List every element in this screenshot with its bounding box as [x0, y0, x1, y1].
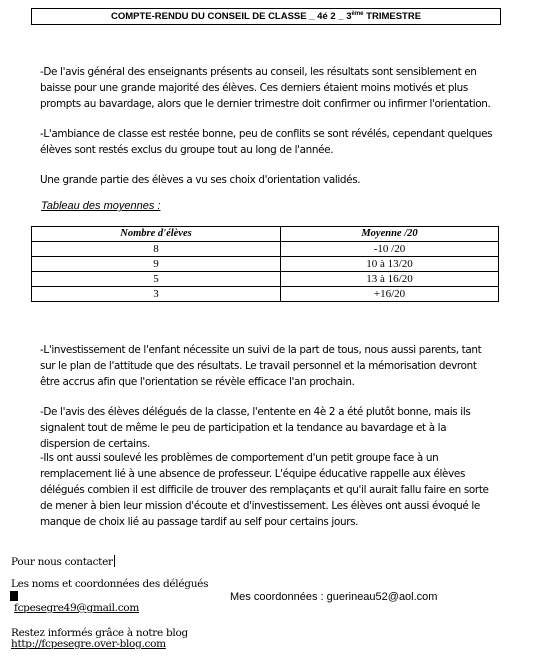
header-moyenne: Moyenne /20 — [281, 227, 499, 242]
blog-heading: Restez informés grâce à notre blog — [11, 627, 188, 639]
cell-moyenne: 10 à 13/20 — [281, 257, 499, 272]
cell-nombre: 3 — [32, 287, 281, 302]
table-row — [32, 242, 499, 257]
table-caption: Tableau des moyennes : — [41, 200, 161, 212]
contact-heading: Pour nous contacter — [11, 556, 113, 568]
document-title: COMPTE-RENDU DU CONSEIL DE CLASSE _ 4é 2 _ 3ème TRIMESTRE — [31, 8, 501, 25]
paragraph-comportement: -Ils ont aussi soulevé les problèmes de comportement d'un petit groupe face à un remplacement lié à une absence de professeur. L'équipe éducative rappelle aux élèves délégués combien il est difficile de trouver des remplaçants et qu'il aurait fallu faire en sorte de mener à bien leur mission d'écoute et d'investissement. Les élèves ont aussi évoqué le manque de choix lié au passage tardif au self pour certains jours. — [40, 452, 489, 528]
text-cursor — [114, 555, 115, 567]
email-line — [14, 602, 139, 614]
blog-line — [11, 638, 166, 650]
table-row — [32, 287, 499, 302]
email-link[interactable]: fcpesegre49@gmail.com — [14, 602, 139, 614]
my-coordinates: Mes coordonnées : guerineau52@aol.com — [230, 591, 438, 603]
cell-nombre: 8 — [32, 242, 281, 257]
cell-nombre: 9 — [32, 257, 281, 272]
averages-table — [31, 226, 499, 302]
table-row — [32, 272, 499, 287]
header-nombre-eleves: Nombre d'élèves — [32, 227, 281, 242]
paragraph-orientation: Une grande partie des élèves a vu ses choix d'orientation validés. — [40, 174, 361, 186]
cell-moyenne: +16/20 — [281, 287, 499, 302]
table-row — [32, 257, 499, 272]
black-square-marker — [10, 591, 18, 601]
cell-nombre: 5 — [32, 272, 281, 287]
table-header-row — [32, 227, 499, 242]
paragraph-avis-enseignants: -De l'avis général des enseignants présents au conseil, les résultats sont sensiblement en baisse pour une grande majorité des élèves. Ces derniers étaient moins motivés et plus prompts au bavardage, alors que le dernier trimestre doit confirmer ou infirmer l'orientation. — [40, 66, 491, 110]
blog-link[interactable]: http://fcpesegre.over-blog.com — [11, 638, 166, 650]
cell-moyenne: -10 /20 — [281, 242, 499, 257]
paragraph-investissement: -L'investissement de l'enfant nécessite un suivi de la part de tous, nous aussi parents, tant sur le plan de l'attitude que des résultats. Le travail personnel et la mémorisation devront être accrus afin que l'orientation se révèle efficace l'an prochain. — [40, 344, 482, 388]
cell-moyenne: 13 à 16/20 — [281, 272, 499, 287]
delegates-line: Les noms et coordonnées des délégués — [11, 578, 209, 590]
paragraph-ambiance: -L'ambiance de classe est restée bonne, peu de conflits se sont révélés, cependant quelques élèves sont restés exclus du groupe tout au long de l'année. — [40, 128, 493, 156]
paragraph-avis-delegues: -De l'avis des élèves délégués de la classe, l'entente en 4è 2 a été plutôt bonne, mais ils signalent tout de même le peu de participation et la tendance au bavardage et à la dispersion de certains. — [40, 406, 471, 450]
